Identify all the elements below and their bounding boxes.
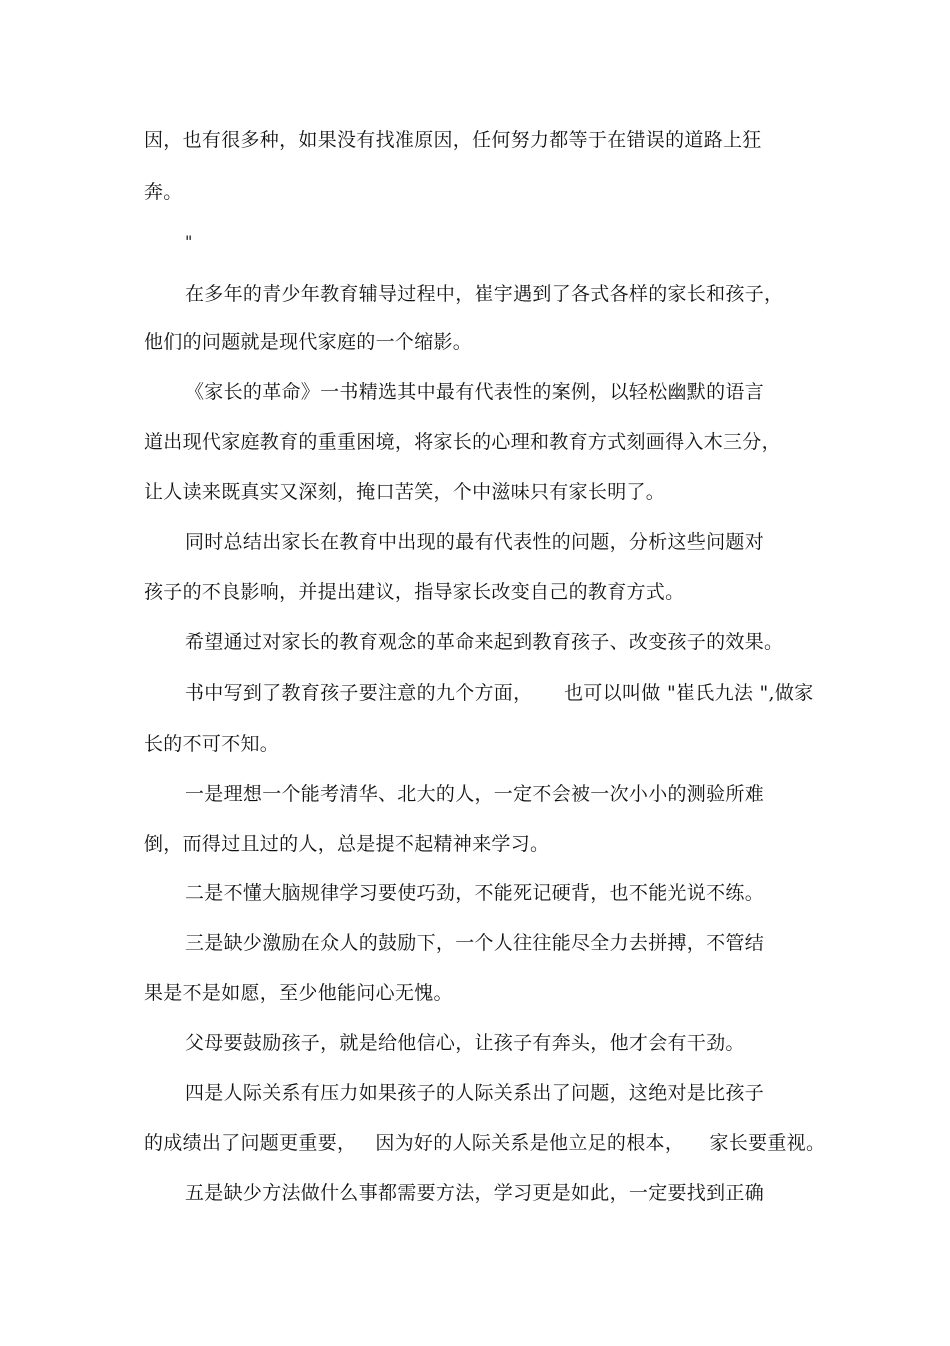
text-line: 他们的问题就是现代家庭的一个缩影。 (144, 331, 473, 353)
text-line: 长的不可不知。 (144, 733, 280, 755)
text-line: " (185, 232, 193, 251)
text-line: 的成绩出了问题更重要， 因为好的人际关系是他立足的根本， 家长要重视。 (144, 1132, 826, 1154)
text-line: 奔。 (144, 181, 183, 203)
text-line: 倒，而得过且过的人，总是提不起精神来学习。 (144, 833, 550, 855)
text-line: 让人读来既真实又深刻，掩口苦笑，个中滋味只有家长明了。 (144, 481, 666, 503)
paragraph-first-line: 四是人际关系有压力如果孩子的人际关系出了问题，这绝对是比孩子 (185, 1082, 765, 1104)
paragraph-first-line: 一是理想一个能考清华、北大的人，一定不会被一次小小的测验所难 (185, 783, 765, 805)
paragraph-first-line: 二是不懂大脑规律学习要使巧劲，不能死记硬背，也不能光说不练。 (185, 882, 765, 904)
paragraph-first-line: 《家长的革命》一书精选其中最有代表性的案例，以轻松幽默的语言 (185, 381, 765, 403)
text-line: 因，也有很多种，如果没有找准原因，任何努力都等于在错误的道路上狂 (144, 129, 762, 151)
paragraph-first-line: 在多年的青少年教育辅导过程中，崔宇遇到了各式各样的家长和孩子， (185, 283, 784, 305)
paragraph-first-line: 三是缺少激励在众人的鼓励下，一个人往往能尽全力去拼搏，不管结 (185, 932, 765, 954)
paragraph-first-line: 五是缺少方法做什么事都需要方法，学习更是如此，一定要找到正确 (185, 1182, 765, 1204)
paragraph-first-line: 书中写到了教育孩子要注意的九个方面， 也可以叫做 "崔氏九法 ",做家 (185, 682, 814, 704)
paragraph-first-line: 父母要鼓励孩子，就是给他信心，让孩子有奔头，他才会有干劲。 (185, 1032, 745, 1054)
text-line: 孩子的不良影响，并提出建议，指导家长改变自己的教育方式。 (144, 581, 685, 603)
paragraph-first-line: 希望通过对家长的教育观念的革命来起到教育孩子、改变孩子的效果。 (185, 631, 784, 653)
paragraph-first-line: 同时总结出家长在教育中出现的最有代表性的问题，分析这些问题对 (185, 531, 765, 553)
text-line: 果是不是如愿，至少他能问心无愧。 (144, 982, 453, 1004)
text-line: 道出现代家庭教育的重重困境，将家长的心理和教育方式刻画得入木三分， (144, 431, 781, 453)
